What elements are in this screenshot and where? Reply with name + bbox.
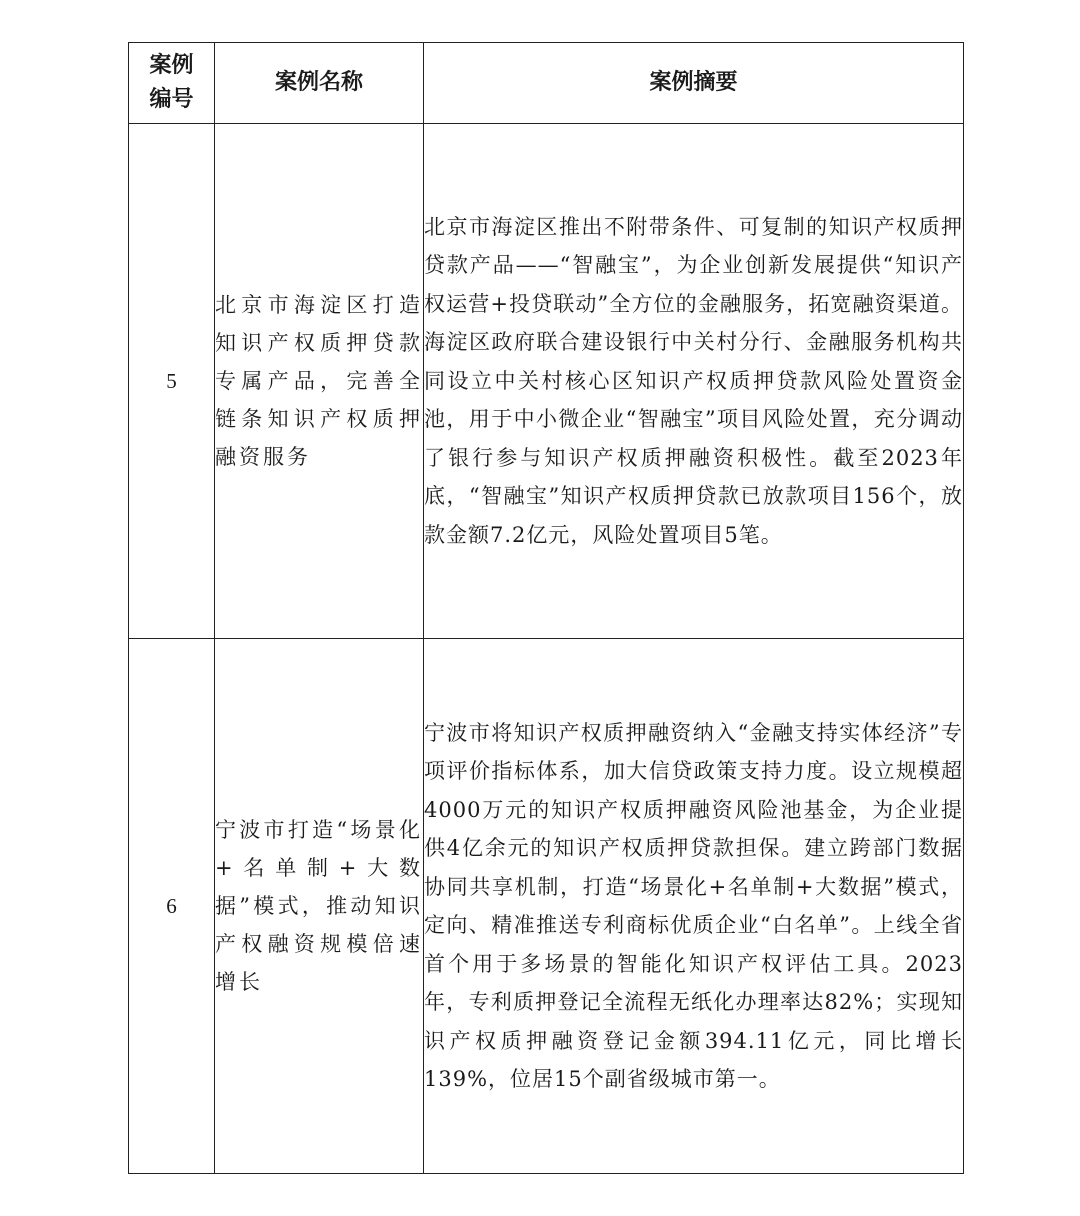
case-summary: 北京市海淀区推出不附带条件、可复制的知识产权质押贷款产品——“智融宝”，为企业创新发展提供“知识产权运营+投贷联动”全方位的金融服务，拓宽融资渠道。海淀区政府联合建设银行中关村分行、金融服务机构共同设立中关村核心区知识产权质押贷款风险处置资金池，用于中小微企业“智融宝”项目风险处置，充分调动了银行参与知识产权质押融资积极性。截至2023年底，“智融宝”知识产权质押贷款已放款项目156个，放款金额7.2亿元，风险处置项目5笔。 (424, 124, 964, 639)
case-table (128, 42, 964, 1174)
header-case-summary: 案例摘要 (424, 43, 964, 124)
header-case-number (129, 43, 215, 124)
case-number: 5 (129, 124, 215, 639)
case-summary: 宁波市将知识产权质押融资纳入“金融支持实体经济”专项评价指标体系，加大信贷政策支持力度。设立规模超4000万元的知识产权质押融资风险池基金，为企业提供4亿余元的知识产权质押贷款担保。建立跨部门数据协同共享机制，打造“场景化+名单制+大数据”模式，定向、精准推送专利商标优质企业“白名单”。上线全省首个用于多场景的智能化知识产权评估工具。2023年，专利质押登记全流程无纸化办理率达82%；实现知识产权质押融资登记金额394.11亿元，同比增长139%，位居15个副省级城市第一。 (424, 639, 964, 1174)
header-case-name: 案例名称 (215, 43, 424, 124)
header-case-number-line1: 案例 (149, 53, 194, 78)
case-name: 北京市海淀区打造知识产权质押贷款专属产品，完善全链条知识产权质押融资服务 (215, 124, 424, 639)
case-number: 6 (129, 639, 215, 1174)
table-row (129, 639, 964, 1174)
header-case-number-line2: 编号 (149, 87, 194, 112)
header-row (129, 43, 964, 124)
case-name: 宁波市打造“场景化+名单制+大数据”模式，推动知识产权融资规模倍速增长 (215, 639, 424, 1174)
table-row (129, 124, 964, 639)
